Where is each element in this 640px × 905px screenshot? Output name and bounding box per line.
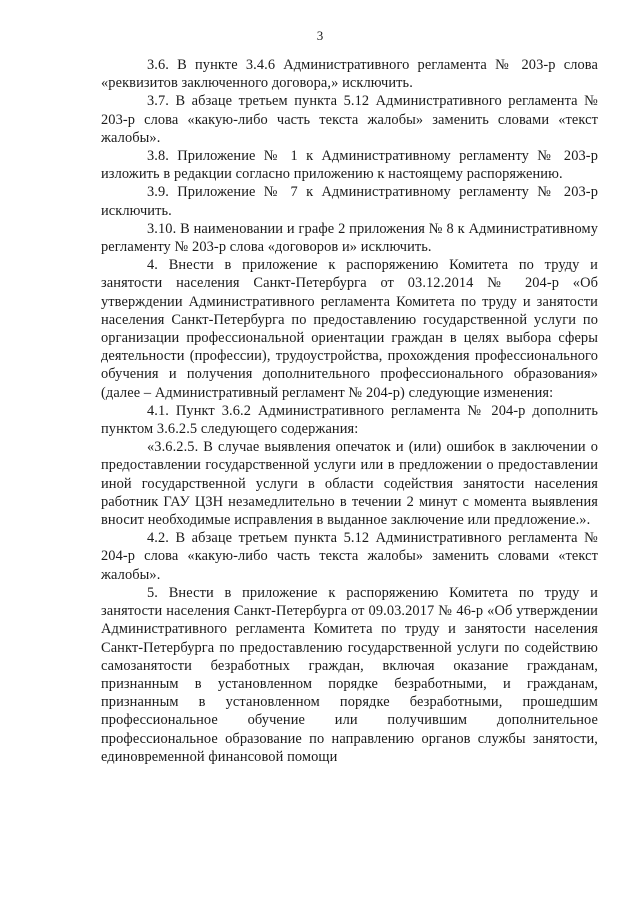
paragraph-3-8: 3.8. Приложение № 1 к Административному регламенту № 203-р изложить в редакции согласно приложению к настоящему распоряжению.	[101, 148, 598, 183]
paragraph-4-1: 4.1. Пункт 3.6.2 Административного регламента № 204-р дополнить пунктом 3.6.2.5 следующего содержания:	[101, 402, 598, 438]
document-body	[101, 56, 598, 766]
paragraph-3-6-2-5-quote: «3.6.2.5. В случае выявления опечаток и (или) ошибок в заключении о предоставлении государственной услуги или в предложении о предоставлении иной государственной услуги в области содействия занятости населения работник ГАУ ЦЗН незамедлительно в течении 2 минут с момента выявления вносит необходимые исправления в выданное заключение или предложение.».	[101, 439, 598, 529]
paragraph-5: 5. Внести в приложение к распоряжению Комитета по труду и занятости населения Санкт-Петербурга от 09.03.2017 № 46-р «Об утверждении Административного регламента Комитета по труду и занятости населения Санкт-Петербурга по предоставлению государственной услуги по содействию самозанятости безработных граждан, включая оказание гражданам, признанным в установленном порядке безработными, и гражданам, признанным в установленном порядке безработными, прошедшим профессиональное обучение или получившим дополнительное профессиональное образование по направлению органов службы занятости, единовременной финансовой помощи	[101, 584, 598, 765]
paragraph-3-9: 3.9. Приложение № 7 к Административному регламенту № 203-р исключить.	[101, 184, 598, 219]
paragraph-3-6: 3.6. В пункте 3.4.6 Административного регламента № 203-р слова «реквизитов заключенного договора,» исключить.	[101, 57, 598, 92]
paragraph-4-2: 4.2. В абзаце третьем пункта 5.12 Административного регламента № 204-р слова «какую-либо часть текста жалобы» заменить словами «текст жалобы».	[101, 530, 598, 583]
paragraph-3-10: 3.10. В наименовании и графе 2 приложения № 8 к Административному регламенту № 203-р слова «договоров и» исключить.	[101, 220, 598, 256]
paragraph-3-7: 3.7. В абзаце третьем пункта 5.12 Административного регламента № 203-р слова «какую-либо часть текста жалобы» заменить словами «текст жалобы».	[101, 93, 598, 146]
page-number: 3	[316, 28, 324, 43]
paragraph-4: 4. Внести в приложение к распоряжению Комитета по труду и занятости населения Санкт-Петербурга от 03.12.2014 № 204-р «Об утверждении Административного регламента Комитета по труду и занятости населения Санкт-Петербурга по предоставлению государственной услуги по организации профессиональной ориентации граждан в целях выбора сферы деятельности (профессии), трудоустройства, прохождения профессионального обучения и получения дополнительного профессионального образования» (далее – Административный регламент № 204-р) следующие изменения:	[101, 257, 598, 401]
